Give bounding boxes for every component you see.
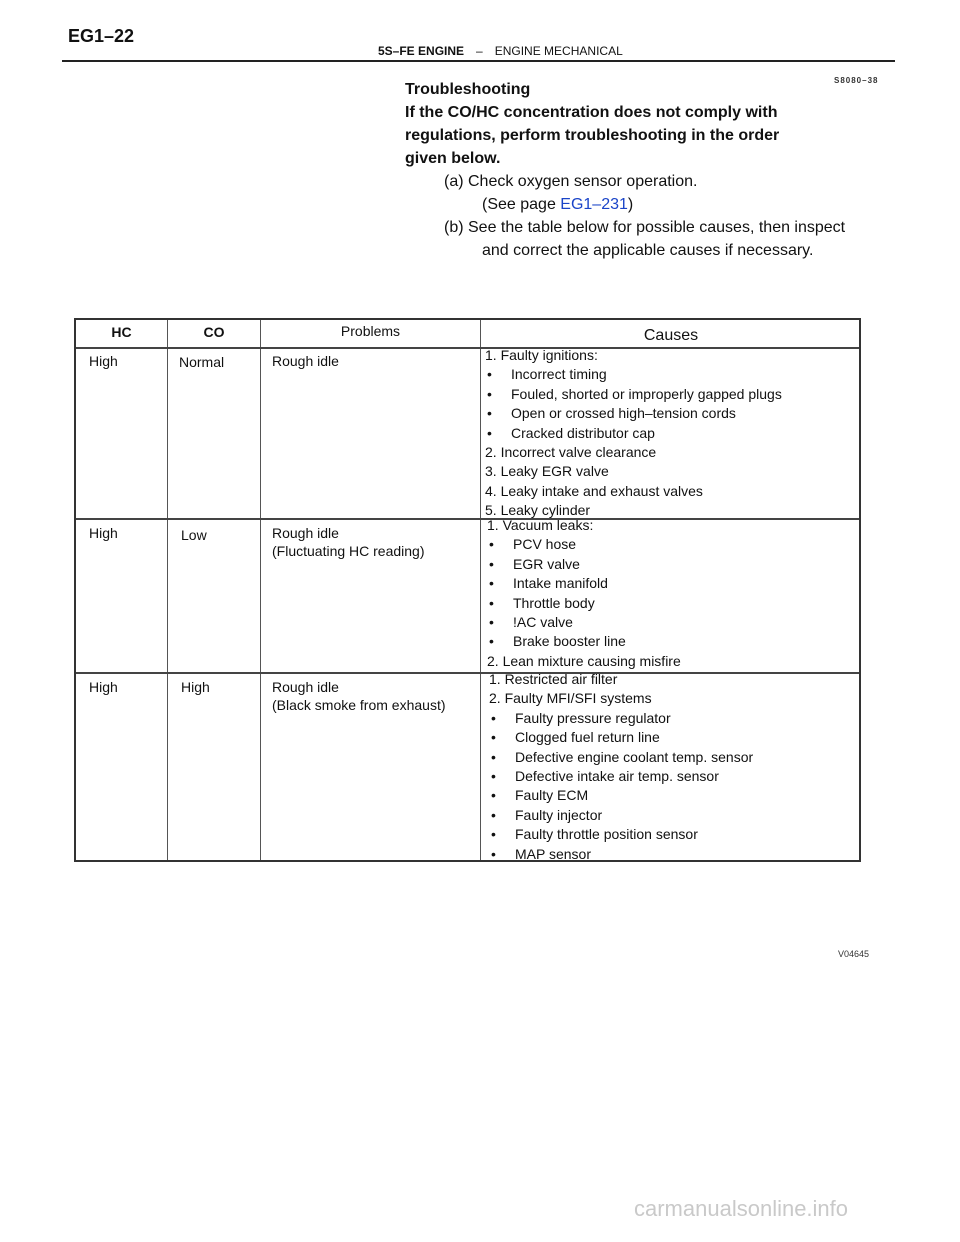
header-hc: HC bbox=[111, 324, 132, 340]
cell-hc: High bbox=[89, 525, 118, 541]
cause-item: • EGR valve bbox=[487, 555, 681, 574]
cause-item: • Incorrect timing bbox=[485, 365, 782, 384]
bullet-icon: • bbox=[491, 826, 496, 843]
cause-item: • Clogged fuel return line bbox=[489, 728, 753, 747]
causes-list bbox=[487, 516, 681, 671]
bullet-icon: • bbox=[489, 555, 494, 572]
cause-item: 2. Incorrect valve clearance bbox=[485, 443, 657, 460]
causes-list bbox=[485, 346, 782, 521]
cause-item: • MAP sensor bbox=[489, 845, 753, 864]
section-header bbox=[378, 44, 623, 58]
step-b-continued: and correct the applicable causes if necessary. bbox=[482, 242, 814, 259]
causes-list bbox=[489, 670, 753, 864]
reference-code-top: S8080–38 bbox=[834, 76, 879, 85]
cell-co: Low bbox=[181, 527, 207, 543]
ref-prefix: (See page bbox=[482, 196, 561, 213]
cause-item: 1. Vacuum leaks: bbox=[487, 517, 594, 533]
cause-item: • Faulty throttle position sensor bbox=[489, 825, 753, 844]
bullet-icon: • bbox=[487, 366, 492, 383]
bullet-icon: • bbox=[491, 767, 496, 784]
problem-line: Rough idle bbox=[272, 679, 339, 695]
cause-item: • Faulty pressure regulator bbox=[489, 709, 753, 728]
bullet-icon: • bbox=[491, 729, 496, 746]
bullet-icon: • bbox=[491, 787, 496, 804]
bullet-icon: • bbox=[489, 594, 494, 611]
bullet-icon: • bbox=[487, 385, 492, 402]
section-subtitle: ENGINE MECHANICAL bbox=[494, 44, 623, 58]
bullet-icon: • bbox=[491, 748, 496, 765]
cause-item: 1. Faulty ignitions: bbox=[485, 347, 598, 363]
header-rule bbox=[62, 60, 895, 62]
intro-text bbox=[405, 78, 885, 262]
column-divider bbox=[167, 320, 168, 860]
bullet-icon: • bbox=[487, 405, 492, 422]
header-co: CO bbox=[203, 324, 225, 340]
problem-line: (Fluctuating HC reading) bbox=[272, 543, 425, 559]
watermark: carmanualsonline.info bbox=[634, 1196, 849, 1221]
section-separator: – bbox=[476, 44, 483, 58]
bullet-icon: • bbox=[491, 709, 496, 726]
cause-item: 5. Leaky cylinder bbox=[485, 502, 591, 519]
cause-item: • Brake booster line bbox=[487, 632, 681, 651]
bullet-icon: • bbox=[491, 806, 496, 823]
cell-problem: Rough idle bbox=[272, 353, 339, 369]
cause-item: • !AC valve bbox=[487, 613, 681, 632]
cause-item: • Intake manifold bbox=[487, 574, 681, 593]
bullet-icon: • bbox=[489, 613, 494, 630]
problem-line: Rough idle bbox=[272, 525, 339, 541]
step-a: (a) Check oxygen sensor operation. bbox=[444, 173, 698, 190]
cell-problem bbox=[272, 678, 446, 714]
cause-item: 1. Restricted air filter bbox=[489, 671, 618, 687]
cause-item: • Defective engine coolant temp. sensor bbox=[489, 748, 753, 767]
header-problems: Problems bbox=[340, 323, 401, 339]
column-divider bbox=[260, 320, 261, 860]
cause-item: • Fouled, shorted or improperly gapped plugs bbox=[485, 385, 782, 404]
cell-hc: High bbox=[89, 679, 118, 695]
problem-line: (Black smoke from exhaust) bbox=[272, 697, 446, 713]
cause-item: 3. Leaky EGR valve bbox=[485, 463, 609, 480]
heading-line: regulations, perform troubleshooting in the order bbox=[405, 127, 780, 144]
header-causes: Causes bbox=[643, 327, 699, 344]
reference-code-bottom: V04645 bbox=[838, 949, 870, 959]
cause-item: • Throttle body bbox=[487, 594, 681, 613]
heading-line: Troubleshooting bbox=[405, 81, 531, 98]
bullet-icon: • bbox=[489, 633, 494, 650]
section-title: 5S–FE ENGINE bbox=[378, 44, 465, 58]
cell-co: Normal bbox=[179, 354, 225, 370]
cause-item: 4. Leaky intake and exhaust valves bbox=[485, 482, 703, 499]
bullet-icon: • bbox=[487, 424, 492, 441]
cause-item: • Defective intake air temp. sensor bbox=[489, 767, 753, 786]
cause-item: • Faulty ECM bbox=[489, 786, 753, 805]
page-id: EG1–22 bbox=[68, 26, 135, 46]
cell-hc: High bbox=[89, 353, 118, 369]
troubleshooting-table bbox=[74, 318, 861, 862]
heading-line: given below. bbox=[405, 150, 501, 167]
cell-co: High bbox=[181, 679, 210, 695]
cause-item: • Faulty injector bbox=[489, 806, 753, 825]
page-link[interactable]: EG1–231 bbox=[560, 196, 628, 213]
heading-line: If the CO/HC concentration does not comply with bbox=[405, 104, 778, 121]
cell-problem bbox=[272, 524, 425, 560]
bullet-icon: • bbox=[491, 845, 496, 862]
column-divider bbox=[480, 320, 481, 860]
cause-item: 2. Faulty MFI/SFI systems bbox=[489, 690, 652, 707]
cause-item: 2. Lean mixture causing misfire bbox=[487, 652, 681, 669]
ref-suffix: ) bbox=[627, 196, 634, 213]
cause-item: • Cracked distributor cap bbox=[485, 424, 782, 443]
step-b: (b) See the table below for possible causes, then inspect bbox=[444, 219, 846, 236]
cause-item: • PCV hose bbox=[487, 535, 681, 554]
bullet-icon: • bbox=[489, 575, 494, 592]
bullet-icon: • bbox=[489, 536, 494, 553]
step-a-reference bbox=[405, 193, 885, 216]
cause-item: • Open or crossed high–tension cords bbox=[485, 404, 782, 423]
